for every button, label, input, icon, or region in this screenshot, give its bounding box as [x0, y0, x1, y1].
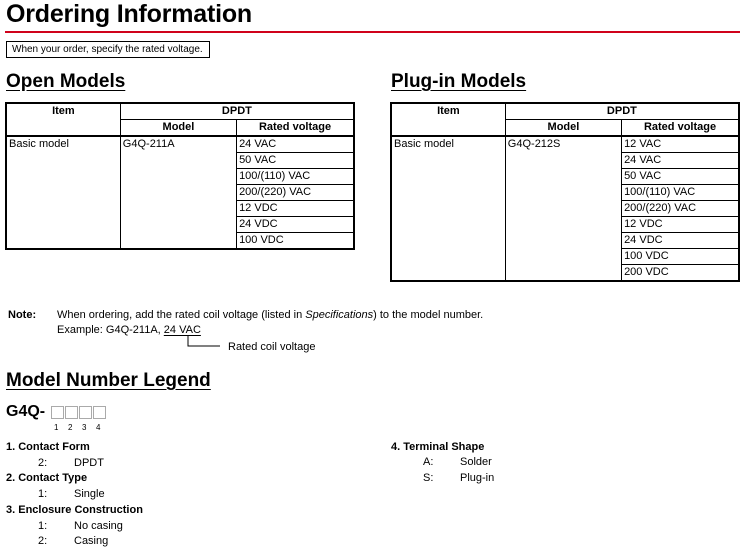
callout-line	[170, 334, 230, 350]
code-digit: 2	[68, 423, 73, 432]
legend-option-value: Solder	[460, 456, 492, 468]
legend-item-title: 2. Contact Type	[6, 472, 88, 484]
legend-option-key: S:	[423, 472, 434, 484]
col-item-header: Item	[437, 105, 460, 117]
legend-option-value: Casing	[74, 535, 109, 547]
col-item-header: Item	[52, 105, 75, 117]
voltage-cell: 24 VAC	[622, 153, 739, 169]
model-cell: G4Q-211A	[120, 136, 236, 249]
code-box	[65, 406, 78, 419]
voltage-cell: 50 VAC	[237, 153, 354, 169]
voltage-cell: 100 VDC	[237, 233, 354, 250]
col-dpdt-header: DPDT	[120, 103, 354, 120]
note-specifications: Specifications	[305, 309, 374, 321]
note-label: Note:	[8, 309, 37, 321]
legend-option-key: 1:	[38, 520, 48, 532]
voltage-cell: 200/(220) VAC	[622, 201, 739, 217]
plugin-models-table	[390, 102, 740, 282]
voltage-cell: 200/(220) VAC	[237, 185, 354, 201]
legend-item-title: 4. Terminal Shape	[391, 441, 485, 453]
legend-option-key: 1:	[38, 488, 48, 500]
code-digit: 1	[54, 423, 59, 432]
voltage-cell: 24 VDC	[237, 217, 354, 233]
code-box	[51, 406, 64, 419]
voltage-cell: 100/(110) VAC	[622, 185, 739, 201]
voltage-cell: 12 VDC	[622, 217, 739, 233]
legend-option-key: 2:	[38, 535, 48, 547]
open-models-heading: Open Models	[6, 71, 126, 92]
example-voltage: 24 VAC	[163, 324, 201, 336]
col-model-header: Model	[505, 120, 621, 137]
note-text	[57, 309, 483, 321]
voltage-cell: 50 VAC	[622, 169, 739, 185]
voltage-cell: 12 VDC	[237, 201, 354, 217]
page-title: Ordering Information	[6, 0, 253, 28]
code-box	[79, 406, 92, 419]
legend-option-value: No casing	[74, 520, 123, 532]
voltage-cell: 24 VDC	[622, 233, 739, 249]
legend-option-key: 2:	[38, 457, 48, 469]
legend-option-value: DPDT	[74, 457, 104, 469]
row-item-basic: Basic model	[6, 136, 120, 249]
model-cell: G4Q-212S	[505, 136, 621, 281]
plugin-models-heading: Plug-in Models	[391, 71, 527, 92]
note-text-start: When ordering, add the rated coil voltage (listed in	[57, 309, 306, 321]
legend-item-title: 1. Contact Form	[6, 441, 90, 453]
code-digit: 3	[82, 423, 87, 432]
note-text-end: ) to the model number.	[373, 309, 484, 321]
legend-item-title: 3. Enclosure Construction	[6, 504, 143, 516]
voltage-cell: 100/(110) VAC	[237, 169, 354, 185]
voltage-cell: 24 VAC	[237, 136, 354, 153]
legend-option-value: Plug-in	[460, 472, 495, 484]
voltage-cell: 200 VDC	[622, 265, 739, 282]
col-model-header: Model	[120, 120, 236, 137]
voltage-cell: 12 VAC	[622, 136, 739, 153]
row-item-basic: Basic model	[391, 136, 505, 281]
legend-heading: Model Number Legend	[6, 370, 211, 391]
col-voltage-header: Rated voltage	[237, 120, 354, 137]
legend-option-value: Single	[74, 488, 105, 500]
legend-option-key: A:	[423, 456, 434, 468]
example-prefix: Example: G4Q-211A,	[57, 324, 164, 336]
title-rule	[5, 31, 740, 33]
code-box	[93, 406, 106, 419]
col-voltage-header: Rated voltage	[622, 120, 739, 137]
code-digit: 4	[96, 423, 101, 432]
open-models-table	[5, 102, 355, 250]
col-dpdt-header: DPDT	[505, 103, 739, 120]
callout-label: Rated coil voltage	[228, 341, 316, 353]
voltage-cell: 100 VDC	[622, 249, 739, 265]
intro-box: When your order, specify the rated voltage.	[6, 41, 210, 58]
model-code: G4Q-	[6, 403, 46, 420]
